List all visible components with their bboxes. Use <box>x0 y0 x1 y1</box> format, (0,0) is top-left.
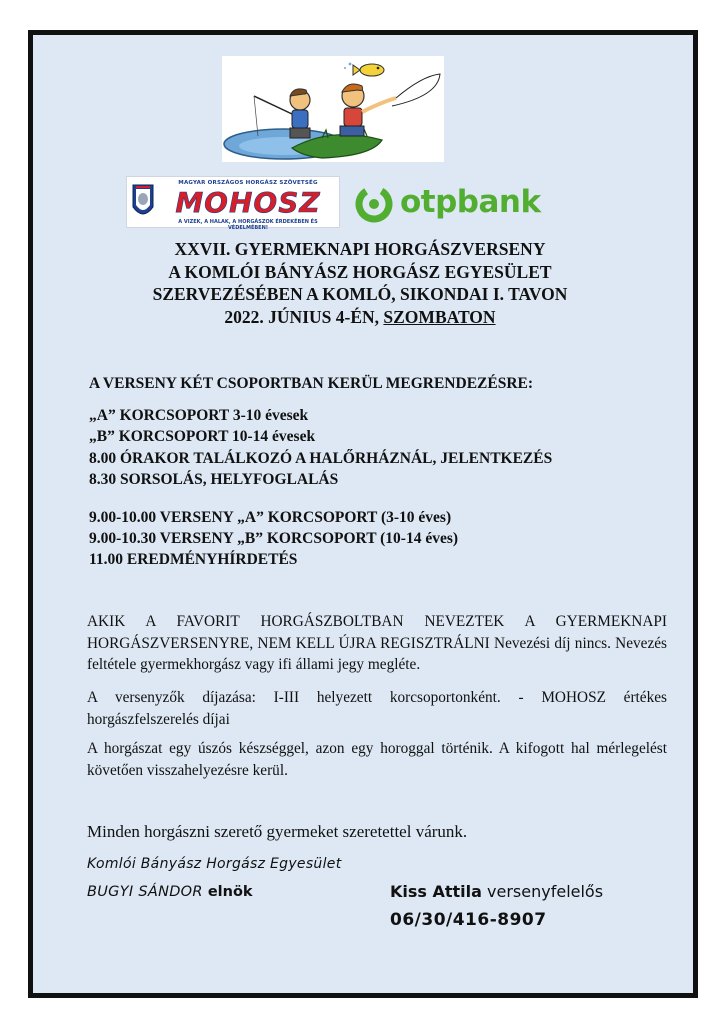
schedule-item: 8.30 SORSOLÁS, HELYFOGLALÁS <box>89 471 339 489</box>
contact-role: versenyfelelős <box>481 882 604 901</box>
mohosz-wordmark: MOHOSZ <box>175 186 321 219</box>
mohosz-top-text: MAGYAR ORSZÁGOS HORGÁSZ SZÖVETSÉG <box>178 180 318 186</box>
fishing-kids-illustration <box>222 56 444 162</box>
page-title <box>60 238 660 328</box>
otpbank-logo <box>354 182 546 226</box>
contact-name: Kiss Attila <box>390 882 482 901</box>
title-line-3: SZERVEZÉSÉBEN A KOMLÓ, SIKONDAI I. TAVON <box>152 284 568 304</box>
schedule-item: 8.00 ÓRAKOR TALÁLKOZÓ A HALŐRHÁZNÁL, JELENTKEZÉS <box>89 449 553 467</box>
otp-circle-icon <box>354 184 394 224</box>
title-line-4 <box>60 306 660 329</box>
president-signature <box>87 884 253 900</box>
schedule-item: 9.00-10.00 VERSENY „A” KORCSOPORT (3-10 éves) <box>89 508 452 526</box>
president-name: BUGYI SÁNDOR <box>87 884 203 900</box>
registration-paragraph: AKIK A FAVORIT HORGÁSZBOLTBAN NEVEZTEK A GYERMEKNAPI HORGÁSZVERSENYRE, NEM KELL ÚJRA REGISZTRÁLNI Nevezési díj nincs. Nevezés feltétele gyermekhorgász vagy ifi állami jegy megléte. <box>87 613 667 673</box>
schedule-list <box>89 405 552 571</box>
fishing-kids-image <box>222 56 444 162</box>
sponsor-logos <box>126 176 546 230</box>
mohosz-crest-icon <box>131 183 155 221</box>
title-line-1: XXVII. GYERMEKNAPI HORGÁSZVERSENY <box>174 239 546 259</box>
mohosz-logo <box>126 176 340 231</box>
contact-phone: 06/30/416-8907 <box>390 910 547 930</box>
schedule-item: 9.00-10.30 VERSENY „B” KORCSOPORT (10-14 éves) <box>89 530 459 548</box>
contact-person <box>390 882 603 901</box>
weekday-text: SZOMBATON <box>383 306 496 327</box>
title-line-2: A KOMLÓI BÁNYÁSZ HORGÁSZ EGYESÜLET <box>168 261 552 282</box>
rules-paragraph: A horgászat egy úszós készséggel, azon egy horoggal történik. A kifogott hal mérlegelést követően visszahelyezésre kerül. <box>87 740 667 779</box>
schedule-item: 11.00 EREDMÉNYHÍRDETÉS <box>89 551 298 569</box>
organization-signature: Komlói Bányász Horgász Egyesület <box>87 856 342 872</box>
schedule-item: „A” KORCSOPORT 3-10 évesek <box>89 407 309 424</box>
prizes-paragraph: A versenyzők díjazása: I-III helyezett korcsoportonként. - MOHOSZ értékes horgászfelszerelés díjai <box>87 689 667 728</box>
president-role: elnök <box>202 884 253 900</box>
groups-heading: A VERSENY KÉT CSOPORTBAN KERÜL MEGRENDEZÉSRE: <box>89 375 534 392</box>
schedule-item: „B” KORCSOPORT 10-14 évesek <box>89 428 316 446</box>
date-text: 2022. JÚNIUS 4-ÉN, <box>224 306 384 327</box>
otpbank-wordmark: otpbank <box>400 184 541 220</box>
closing-line: Minden horgászni szerető gyermeket szeretettel várunk. <box>87 822 468 841</box>
mohosz-slogan: A VIZEK, A HALAK, A HORGÁSZOK ÉRDEKÉBEN ÉS VÉDELMÉBEN! <box>178 219 318 231</box>
schedule-spacer <box>89 491 552 507</box>
